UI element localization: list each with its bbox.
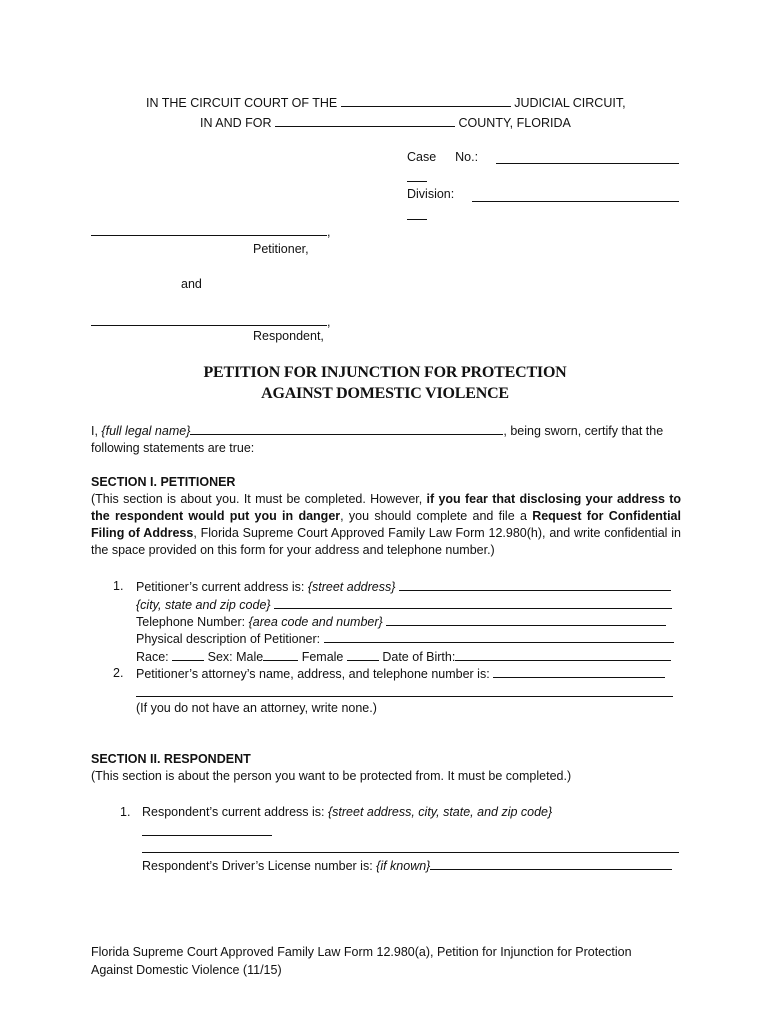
demographics-row: Race: Sex: Male Female Date of Birth: xyxy=(136,648,671,666)
item1-number: 1. xyxy=(113,579,124,593)
section2-heading: SECTION II. RESPONDENT xyxy=(91,752,251,766)
telephone-row: Telephone Number: {area code and number} xyxy=(136,613,666,631)
case-number-blank[interactable] xyxy=(496,150,679,164)
attorney-blank-line2[interactable] xyxy=(136,684,673,697)
petitioner-name-blank[interactable] xyxy=(91,222,327,236)
male-blank[interactable] xyxy=(263,648,298,661)
form-title-line1: PETITION FOR INJUNCTION FOR PROTECTION xyxy=(203,364,567,381)
respondent-name-blank[interactable] xyxy=(91,312,327,326)
full-legal-name-blank[interactable] xyxy=(190,422,503,435)
circuit-blank[interactable] xyxy=(341,94,511,107)
respondent-address-blank-line2[interactable] xyxy=(142,840,679,853)
telephone-blank[interactable] xyxy=(386,613,666,626)
female-blank[interactable] xyxy=(347,648,379,661)
physical-description-row: Physical description of Petitioner: xyxy=(136,630,674,648)
case-number-row: Case No.: xyxy=(407,150,479,164)
item2-number: 2. xyxy=(113,666,124,680)
section1-instructions: (This section is about you. It must be completed. However, if you fear that disclosing your address to the respondent would put you in danger, you should complete and file a Request for Confidential Filing of Address, Florida Supreme Court Approved Family Law Form 12.980(h), and write confidential in the space provided on this form for your address and telephone number.) xyxy=(91,492,681,557)
division-blank[interactable] xyxy=(472,188,679,202)
section1-heading: SECTION I. PETITIONER xyxy=(91,475,236,489)
section2-intro: (This section is about the person you want to be protected from. It must be completed.) xyxy=(91,769,572,783)
footer-line2: Against Domestic Violence (11/15) xyxy=(91,963,282,977)
division-blank-cont[interactable] xyxy=(407,206,427,220)
case-number-blank-cont[interactable] xyxy=(407,168,427,182)
respondent-item1-number: 1. xyxy=(120,805,131,819)
footer-line1: Florida Supreme Court Approved Family Law Form 12.980(a), Petition for Injunction for Protection xyxy=(91,945,632,959)
court-header-line2: IN AND FOR COUNTY, FLORIDA xyxy=(200,116,571,130)
drivers-license-blank[interactable] xyxy=(430,857,672,870)
respondent-label: Respondent, xyxy=(253,329,324,343)
intro-line2: following statements are true: xyxy=(91,441,255,455)
date-of-birth-blank[interactable] xyxy=(455,648,671,661)
street-address-blank[interactable] xyxy=(399,578,671,591)
respondent-address-row: Respondent’s current address is: {street address, city, state, and zip code} xyxy=(142,805,553,819)
intro-line: I, {full legal name} , being sworn, certify that the xyxy=(91,424,664,438)
respondent-address-blank[interactable] xyxy=(142,823,272,836)
form-title-line2: AGAINST DOMESTIC VIOLENCE xyxy=(261,385,509,402)
petitioner-address-row: Petitioner’s current address is: {street address} xyxy=(136,578,671,596)
court-header-line1: IN THE CIRCUIT COURT OF THE JUDICIAL CIRCUIT, xyxy=(146,96,626,110)
attorney-blank[interactable] xyxy=(493,665,665,678)
city-row: {city, state and zip code} xyxy=(136,596,672,614)
division-label: Division: xyxy=(407,187,455,201)
attorney-note: (If you do not have an attorney, write none.) xyxy=(136,701,377,715)
city-state-zip-blank[interactable] xyxy=(274,596,672,609)
race-blank[interactable] xyxy=(172,648,204,661)
drivers-license-row: Respondent’s Driver’s License number is: {if known} xyxy=(142,857,672,875)
county-blank[interactable] xyxy=(275,114,455,127)
attorney-row: Petitioner’s attorney’s name, address, and telephone number is: xyxy=(136,665,665,683)
and-label: and xyxy=(181,277,202,291)
physical-description-blank[interactable] xyxy=(324,630,674,643)
petitioner-label: Petitioner, xyxy=(253,242,309,256)
